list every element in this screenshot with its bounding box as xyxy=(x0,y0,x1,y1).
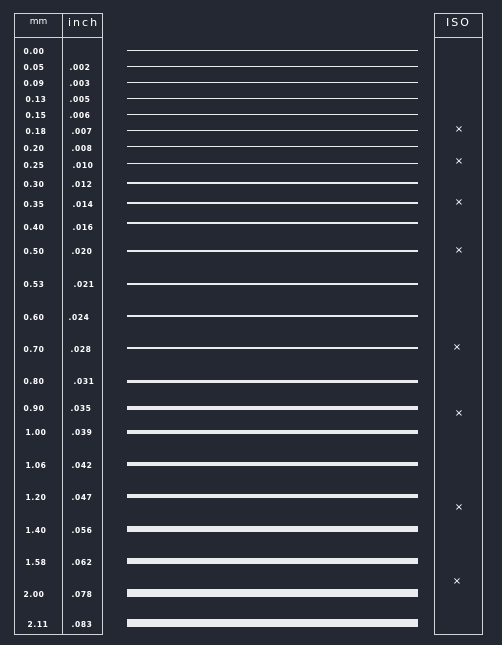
inch-value: .056 xyxy=(71,526,93,535)
mm-value: 1.00 xyxy=(25,428,47,437)
iso-standard-mark-icon: × xyxy=(454,245,464,256)
pen-width-line xyxy=(127,589,418,597)
inch-value: .007 xyxy=(71,127,93,136)
inch-value: .042 xyxy=(71,461,93,470)
mm-value: 0.80 xyxy=(23,377,45,386)
inch-value: .035 xyxy=(70,404,92,413)
inch-value: .020 xyxy=(71,247,93,256)
pen-width-line xyxy=(127,66,418,67)
mm-value: 2.00 xyxy=(23,590,45,599)
pen-width-line xyxy=(127,82,418,83)
iso-header-divider xyxy=(434,37,483,38)
pen-width-line xyxy=(127,50,418,51)
mm-header-divider xyxy=(14,37,63,38)
mm-value: 0.00 xyxy=(23,47,45,56)
pen-width-line xyxy=(127,406,418,409)
inch-value: .047 xyxy=(71,493,93,502)
iso-standard-mark-icon: × xyxy=(454,408,464,419)
mm-value: 0.35 xyxy=(23,200,45,209)
mm-value: 0.18 xyxy=(25,127,47,136)
pen-width-line xyxy=(127,283,418,285)
mm-value: 1.58 xyxy=(25,558,47,567)
pen-width-line xyxy=(127,163,418,164)
mm-value: 1.20 xyxy=(25,493,47,502)
iso-standard-mark-icon: × xyxy=(452,342,462,353)
iso-standard-mark-icon: × xyxy=(454,502,464,513)
mm-value: 1.06 xyxy=(25,461,47,470)
mm-value: 0.53 xyxy=(23,280,45,289)
pen-width-line xyxy=(127,114,418,115)
mm-value: 0.05 xyxy=(23,63,45,72)
inch-header: inch xyxy=(68,16,100,29)
pen-width-line xyxy=(127,146,418,147)
mm-value: 0.90 xyxy=(23,404,45,413)
pen-width-line xyxy=(127,494,418,499)
inch-column xyxy=(62,13,103,635)
inch-value: .021 xyxy=(73,280,95,289)
inch-value: .062 xyxy=(71,558,93,567)
inch-value: .028 xyxy=(70,345,92,354)
mm-value: 0.50 xyxy=(23,247,45,256)
inch-value: .031 xyxy=(73,377,95,386)
mm-value: 0.25 xyxy=(23,161,45,170)
inch-value: .002 xyxy=(69,63,91,72)
inch-value: .005 xyxy=(69,95,91,104)
pen-width-line xyxy=(127,380,418,383)
inch-value: .012 xyxy=(71,180,93,189)
mm-value: 1.40 xyxy=(25,526,47,535)
mm-value: 0.20 xyxy=(23,144,45,153)
iso-header: ISO xyxy=(446,16,471,29)
pen-width-line xyxy=(127,347,418,350)
iso-standard-mark-icon: × xyxy=(454,197,464,208)
inch-value: .008 xyxy=(71,144,93,153)
inch-value: .003 xyxy=(69,79,91,88)
pen-width-line xyxy=(127,558,418,564)
pen-width-line xyxy=(127,526,418,531)
pen-width-line xyxy=(127,202,418,203)
inch-value: .078 xyxy=(71,590,93,599)
pen-width-line xyxy=(127,182,418,183)
inch-value: .016 xyxy=(72,223,94,232)
mm-value: 0.13 xyxy=(25,95,47,104)
iso-standard-mark-icon: × xyxy=(454,156,464,167)
pen-width-line xyxy=(127,462,418,466)
inch-header-divider xyxy=(62,37,103,38)
inch-value: .024 xyxy=(68,313,90,322)
iso-column xyxy=(434,13,483,635)
iso-standard-mark-icon: × xyxy=(454,124,464,135)
mm-value: 0.60 xyxy=(23,313,45,322)
inch-value: .014 xyxy=(72,200,94,209)
mm-value: 2.11 xyxy=(27,620,49,629)
pen-width-line xyxy=(127,98,418,99)
mm-value: 0.09 xyxy=(23,79,45,88)
inch-value: .010 xyxy=(72,161,94,170)
mm-value: 0.70 xyxy=(23,345,45,354)
inch-value: .006 xyxy=(69,111,91,120)
pen-width-line xyxy=(127,315,418,317)
inch-value: .039 xyxy=(71,428,93,437)
mm-value: 0.30 xyxy=(23,180,45,189)
pen-width-line xyxy=(127,222,418,224)
mm-header: mm xyxy=(29,17,48,27)
mm-value: 0.15 xyxy=(25,111,47,120)
pen-width-line xyxy=(127,250,418,252)
mm-column xyxy=(14,13,63,635)
mm-value: 0.40 xyxy=(23,223,45,232)
inch-value: .083 xyxy=(71,620,93,629)
pen-width-line xyxy=(127,130,418,131)
pen-width-line xyxy=(127,430,418,434)
iso-standard-mark-icon: × xyxy=(452,576,462,587)
pen-width-line xyxy=(127,619,418,627)
